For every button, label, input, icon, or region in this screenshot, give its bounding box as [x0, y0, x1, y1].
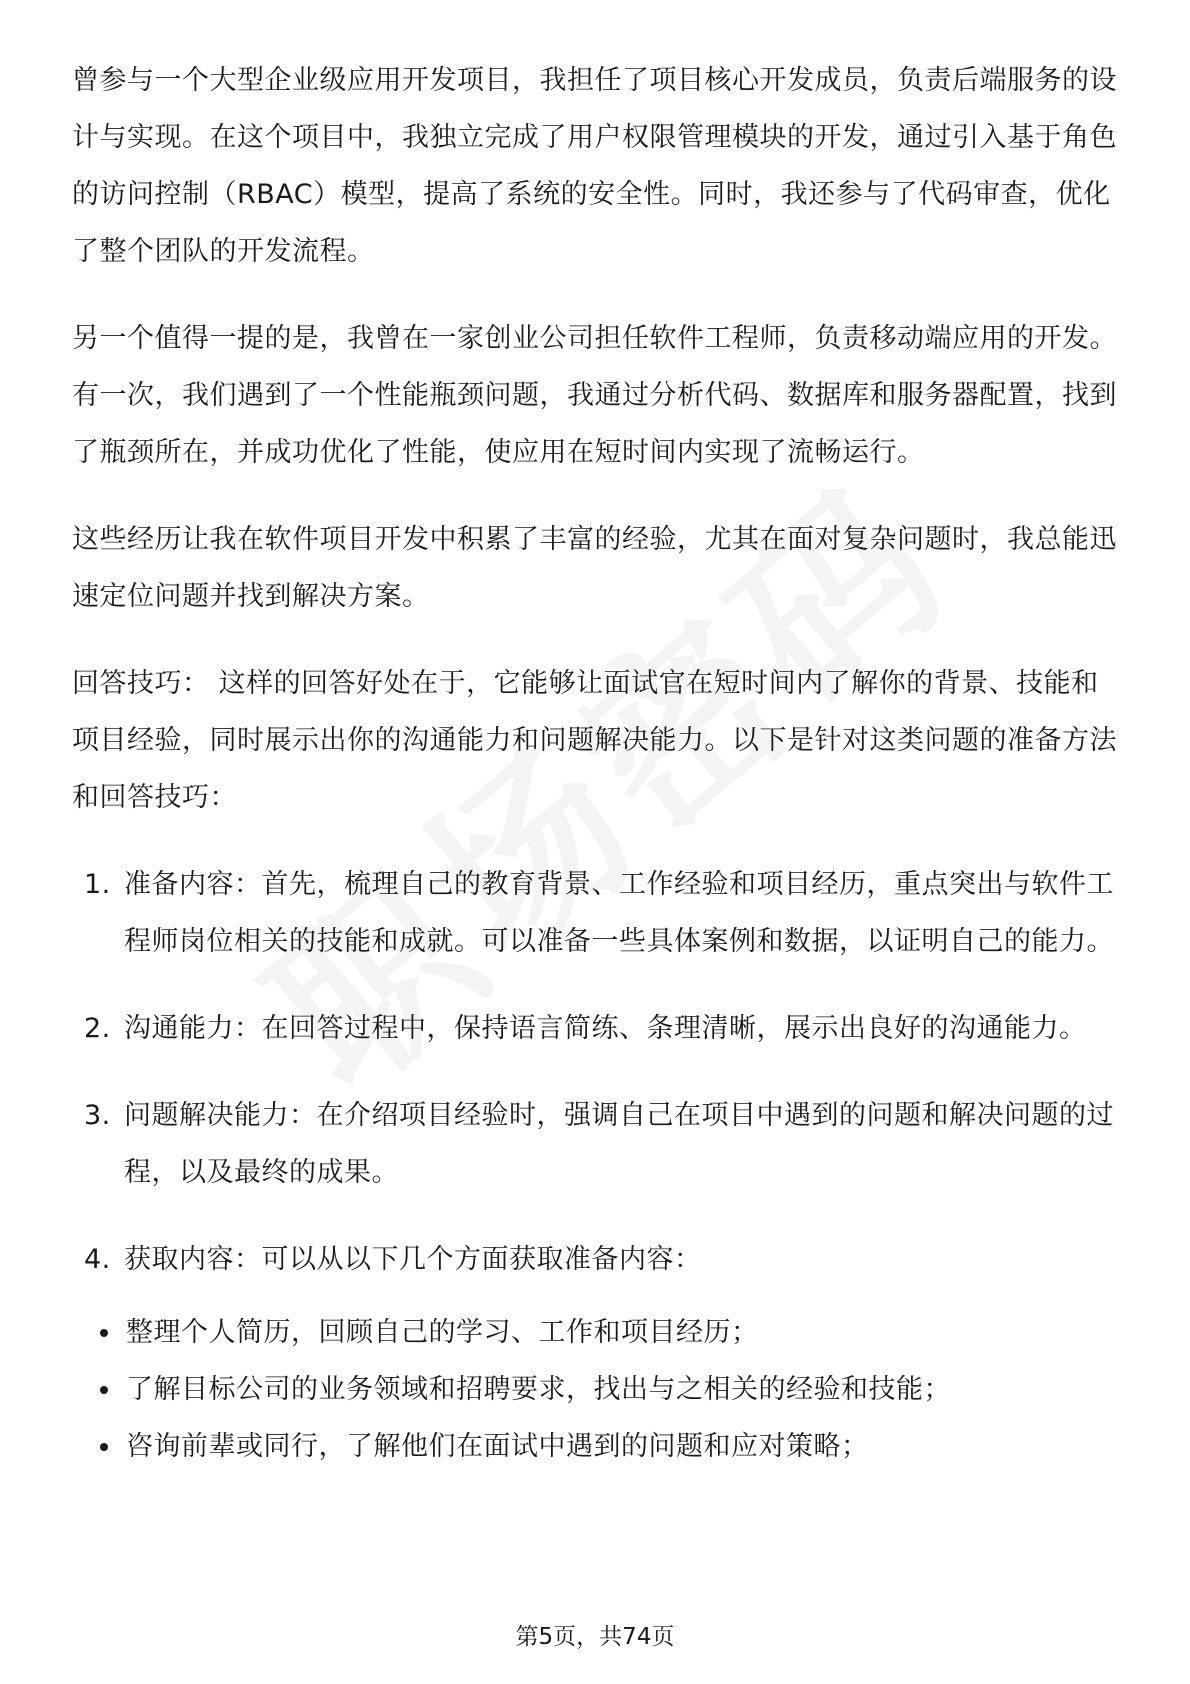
bullet-icon: [100, 1386, 108, 1394]
paragraph-project-experience: 曾参与一个大型企业级应用开发项目，我担任了项目核心开发成员，负责后端服务的设计与实现。在这个项目中，我独立完成了用户权限管理模块的开发，通过引入基于角色的访问控制（RBAC）模型，提高了系统的安全性。同时，我还参与了代码审查，优化了整个团队的开发流程。: [72, 65, 1117, 267]
list-item: [72, 856, 1120, 970]
tips-numbered-list: [72, 856, 1120, 1288]
sources-bullet-list: [72, 1304, 1120, 1475]
paragraph-summary: 这些经历让我在软件项目开发中积累了丰富的经验，尤其在面对复杂问题时，我总能迅速定位问题并找到解决方案。: [72, 524, 1117, 612]
list-item-text: 获取内容：可以从以下几个方面获取准备内容：: [124, 1244, 702, 1275]
bullet-icon: [100, 1443, 108, 1451]
paragraph-startup-experience: 另一个值得一提的是，我曾在一家创业公司担任软件工程师，负责移动端应用的开发。有一次，我们遇到了一个性能瓶颈问题，我通过分析代码、数据库和服务器配置，找到了瓶颈所在，并成功优化了性能，使应用在短时间内实现了流畅运行。: [72, 323, 1117, 468]
list-number: 4.: [84, 1244, 111, 1275]
bullet-item: [72, 1361, 1120, 1418]
list-item: [72, 1087, 1120, 1201]
list-item-text: 沟通能力：在回答过程中，保持语言简练、条理清晰，展示出良好的沟通能力。: [124, 1013, 1087, 1044]
list-item-text: 问题解决能力：在介绍项目经验时，强调自己在项目中遇到的问题和解决问题的过程，以及最终的成果。: [124, 1100, 1114, 1188]
list-number: 3.: [84, 1100, 111, 1131]
list-item: [72, 1231, 1120, 1288]
bullet-text: 咨询前辈或同行，了解他们在面试中遇到的问题和应对策略；: [126, 1431, 869, 1462]
list-number: 1.: [84, 869, 111, 900]
bullet-item: [72, 1418, 1120, 1475]
list-item-text: 准备内容：首先，梳理自己的教育背景、工作经验和项目经历，重点突出与软件工程师岗位相关的技能和成就。可以准备一些具体案例和数据，以证明自己的能力。: [124, 869, 1114, 957]
bullet-item: [72, 1304, 1120, 1361]
bullet-icon: [100, 1329, 108, 1337]
page-number-footer: 第5页，共74页: [515, 1624, 675, 1650]
document-body: [72, 52, 1120, 1475]
list-number: 2.: [84, 1013, 111, 1044]
bullet-text: 了解目标公司的业务领域和招聘要求，找出与之相关的经验和技能；: [126, 1374, 951, 1405]
list-item: [72, 1000, 1120, 1057]
paragraph-answer-tips: 回答技巧： 这样的回答好处在于，它能够让面试官在短时间内了解你的背景、技能和项目经验，同时展示出你的沟通能力和问题解决能力。以下是针对这类问题的准备方法和回答技巧：: [72, 668, 1117, 813]
bullet-text: 整理个人简历，回顾自己的学习、工作和项目经历；: [126, 1317, 759, 1348]
